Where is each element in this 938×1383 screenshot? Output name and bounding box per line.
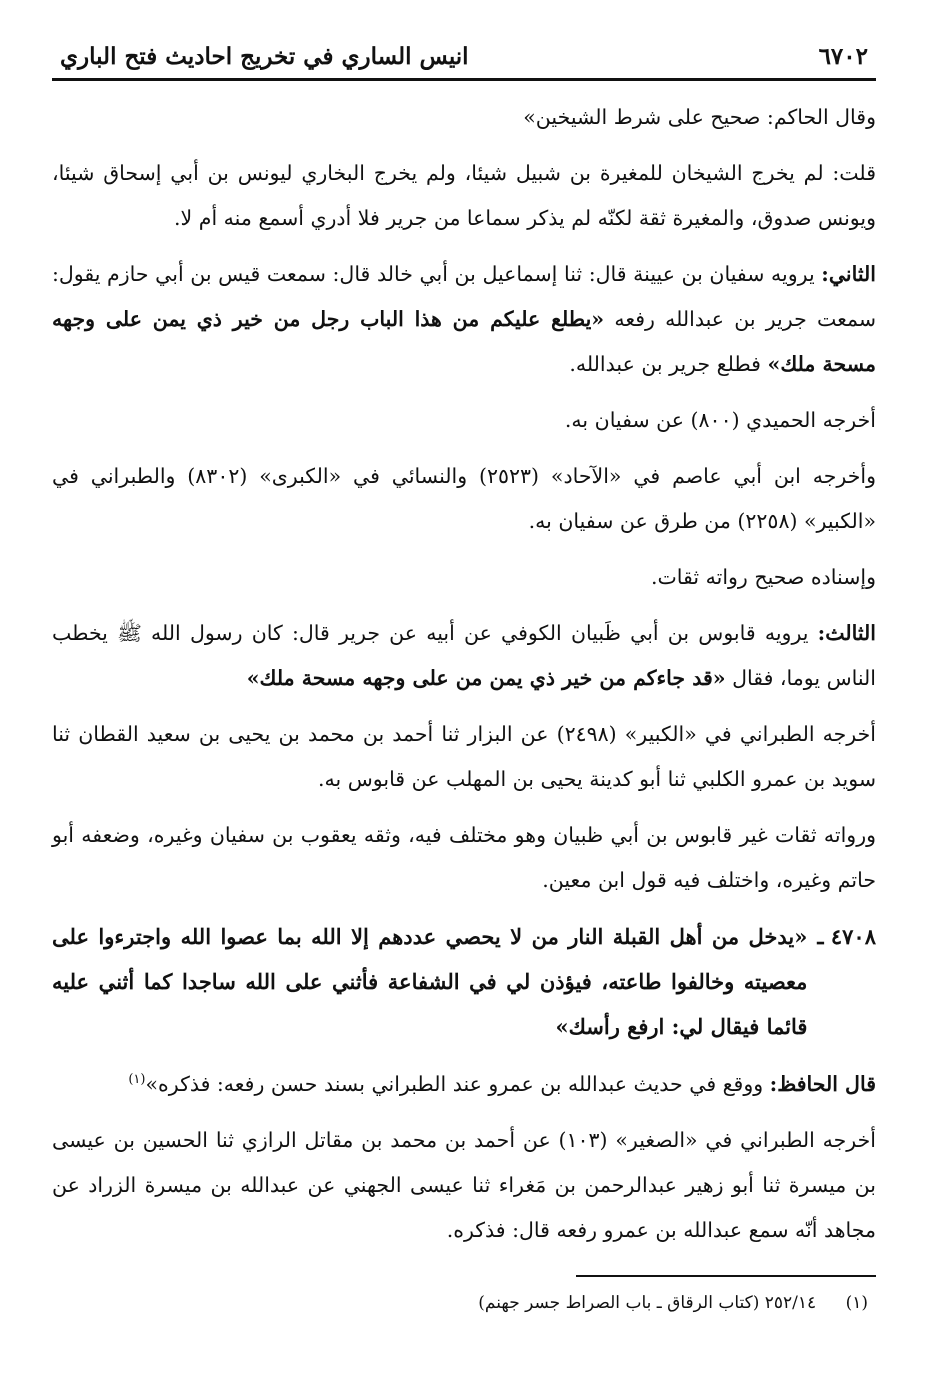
- paragraph-qultu: قلت: لم يخرج الشيخان للمغيرة بن شبيل شيئا، ولم يخرج البخاري ليونس بن أبي إسحاق شيئا، ويونس صدوق، والمغيرة ثقة لكنّه لم يذكر سماعا من جرير فلا أدري أسمع منه أم لا.: [52, 161, 876, 230]
- book-title: انيس الساري في تخريج احاديث فتح الباري: [60, 42, 469, 70]
- paragraph-text: يرويه قابوس بن أبي ظَبيان الكوفي عن أبيه عن جرير قال: كان رسول الله ﷺ يخطب الناس يوما، فقال: [52, 621, 876, 690]
- paragraph-narrators: ورواته ثقات غير قابوس بن أبي ظبيان وهو مختلف فيه، وثقه يعقوب بن سفيان وغيره، وضعفه أبو حاتم وغيره، واختلف فيه قول ابن معين.: [52, 823, 876, 892]
- footnote-reference: (١): [128, 1072, 146, 1087]
- footnote: [52, 1289, 876, 1317]
- paragraph-third-route: [52, 611, 876, 701]
- paragraph-tabarani-saghir: أخرجه الطبراني في «الصغير» (١٠٣) عن أحمد بن محمد بن مقاتل الرازي ثنا الحسين بن عيسى بن ميسرة ثنا أبو زهير عبدالرحمن بن مَغراء ثنا عيسى الجهني عن عبدالله بن ميسرة الزراد عن مجاهد أنّه سمع عبدالله بن عمرو رفعه قال: فذكره.: [52, 1127, 876, 1242]
- hadith-number: ٤٧٠٨ ـ: [817, 924, 876, 949]
- paragraph-takhrij: وأخرجه ابن أبي عاصم في «الآحاد» (٢٥٢٣) والنسائي في «الكبرى» (٨٣٠٢) والطبراني في «الكبير» (٢٢٥٨) من طرق عن سفيان به.: [52, 464, 876, 533]
- footnote-rule: [576, 1275, 876, 1277]
- paragraph-isnad: وإسناده صحيح رواته ثقات.: [650, 565, 876, 589]
- hadith-quote: «قد جاءكم من خير ذي يمن من على وجهه مسحة ملك»: [246, 666, 726, 690]
- running-header: [52, 36, 876, 76]
- page-body: [52, 95, 876, 1317]
- paragraph-tabarani-kabir: أخرجه الطبراني في «الكبير» (٢٤٩٨) عن البزار ثنا أحمد بن محمد بن يحيى بن سعيد القطان ثنا سويد بن عمرو الكلبي ثنا أبو كدينة يحيى بن المهلب عن قابوس به.: [52, 722, 876, 791]
- paragraph-hakim: وقال الحاكم: صحيح على شرط الشيخين»: [523, 105, 876, 129]
- footnote-text: ٢٥٢/١٤ (كتاب الرقاق ـ باب الصراط جسر جهنم): [478, 1292, 817, 1313]
- paragraph-text: فطلع جرير بن عبدالله.: [569, 352, 768, 376]
- footnote-number: (١): [845, 1292, 868, 1313]
- page-number: ٦٧٠٢: [818, 42, 868, 70]
- section-lead-hafiz: قال الحافظ:: [769, 1071, 876, 1096]
- paragraph-text: ووقع في حديث عبدالله بن عمرو عند الطبراني بسند حسن رفعه: فذكره»: [145, 1071, 770, 1096]
- hadith-quote: «يطلع عليكم من هذا الباب رجل من خير ذي يمن على وجهه مسحة ملك»: [52, 307, 876, 376]
- hadith-entry: [52, 914, 876, 1049]
- paragraph-text: يرويه سفيان بن عيينة قال: ثنا إسماعيل بن أبي خالد قال: سمعت قيس بن أبي حازم يقول: سمعت جرير بن عبدالله رفعه: [52, 262, 876, 331]
- section-lead-third: الثالث:: [817, 621, 876, 645]
- paragraph-second-route: [52, 252, 876, 387]
- paragraph-humaidi: أخرجه الحميدي (٨٠٠) عن سفيان به.: [564, 408, 876, 432]
- section-lead-second: الثاني:: [821, 262, 876, 286]
- paragraph-hafiz: [52, 1057, 876, 1107]
- hadith-text: «يدخل من أهل القبلة النار من لا يحصي عددهم إلا الله بما عصوا الله واجترءوا على معصيته وخالفوا طاعته، فيؤذن لي في الشفاعة فأثني على الله ساجدا كما أثني عليه قائما فيقال لي: ارفع رأسك»: [52, 924, 808, 1039]
- header-rule: [52, 78, 876, 81]
